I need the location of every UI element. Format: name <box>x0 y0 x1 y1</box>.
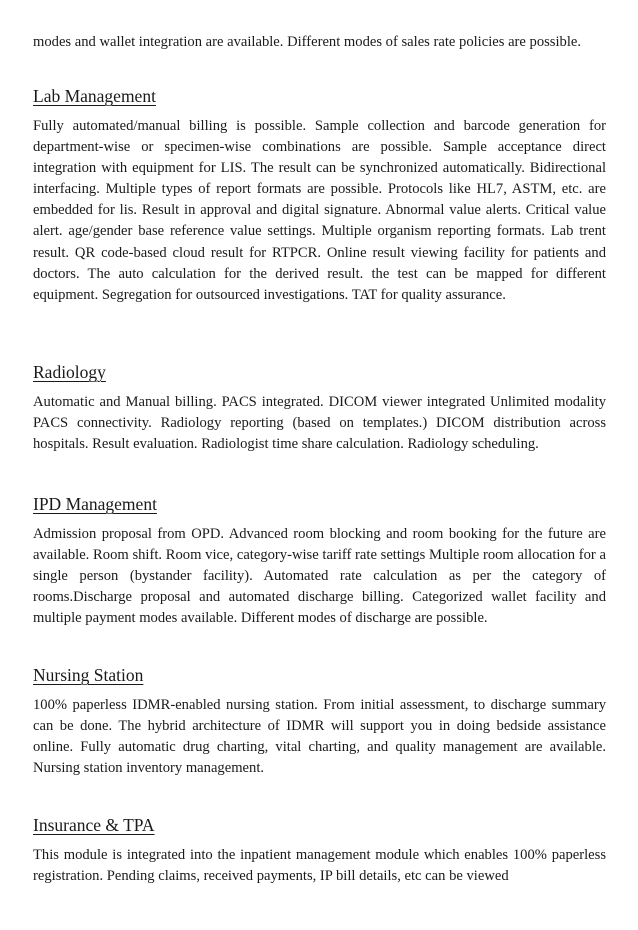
intro-block <box>33 32 606 53</box>
section-heading-ipd-management: IPD Management <box>33 494 157 514</box>
section-body-nursing-station: 100% paperless IDMR-enabled nursing station. From initial assessment, to discharge summary can be done. The hybrid architecture of IDMR will support you in doing bedside assistance online. Fully automatic drug charting, vital charting, and quality management are available. Nursing station inventory management. <box>33 697 606 777</box>
section-heading-lab-management: Lab Management <box>33 86 156 106</box>
section-heading-radiology: Radiology <box>33 362 106 382</box>
section-heading-nursing-station: Nursing Station <box>33 665 144 685</box>
section-radiology <box>33 360 606 455</box>
section-ipd-management <box>33 492 606 629</box>
section-body-insurance-tpa: This module is integrated into the inpatient management module which enables 100% paperless registration. Pending claims, received payments, IP bill details, etc can be viewed <box>33 847 606 885</box>
section-body-radiology: Automatic and Manual billing. PACS integrated. DICOM viewer integrated Unlimited modality PACS connectivity. Radiology reporting (based on templates.) DICOM distribution across hospitals. Result evaluation. Radiologist time share calculation. Radiology scheduling. <box>33 394 606 453</box>
section-body-ipd-management: Admission proposal from OPD. Advanced room blocking and room booking for the future are available. Room shift. Room vice, category-wise tariff rate settings Multiple room allocation for a single person (bystander facility). Automated rate calculation as per the category of rooms.Discharge proposal and automated discharge billing. Categorized wallet facility and multiple payment modes available. Different modes of discharge are possible. <box>33 526 606 627</box>
section-heading-insurance-tpa: Insurance & TPA <box>33 815 155 835</box>
section-insurance-tpa <box>33 813 606 887</box>
section-lab-management <box>33 84 606 306</box>
intro-paragraph: modes and wallet integration are available. Different modes of sales rate policies are possible. <box>33 34 582 50</box>
section-body-lab-management: Fully automated/manual billing is possible. Sample collection and barcode generation for department-wise or specimen-wise combinations are possible. Sample acceptance direct integration with equipment for LIS. The result can be synchronized automatically. Bidirectional interfacing. Multiple types of report formats are possible. Protocols like HL7, ASTM, etc. are embedded for lis. Result in approval and digital signature. Abnormal value alerts. Critical value alert. age/gender base reference value settings. Multiple organism reporting formats. Lab trent result. QR code-based cloud result for RTPCR. Online result viewing facility for patients and doctors. The auto calculation for the derived result. the test can be mapped for different equipment. Segregation for outsourced investigations. TAT for quality assurance. <box>33 118 606 303</box>
section-nursing-station <box>33 663 606 779</box>
